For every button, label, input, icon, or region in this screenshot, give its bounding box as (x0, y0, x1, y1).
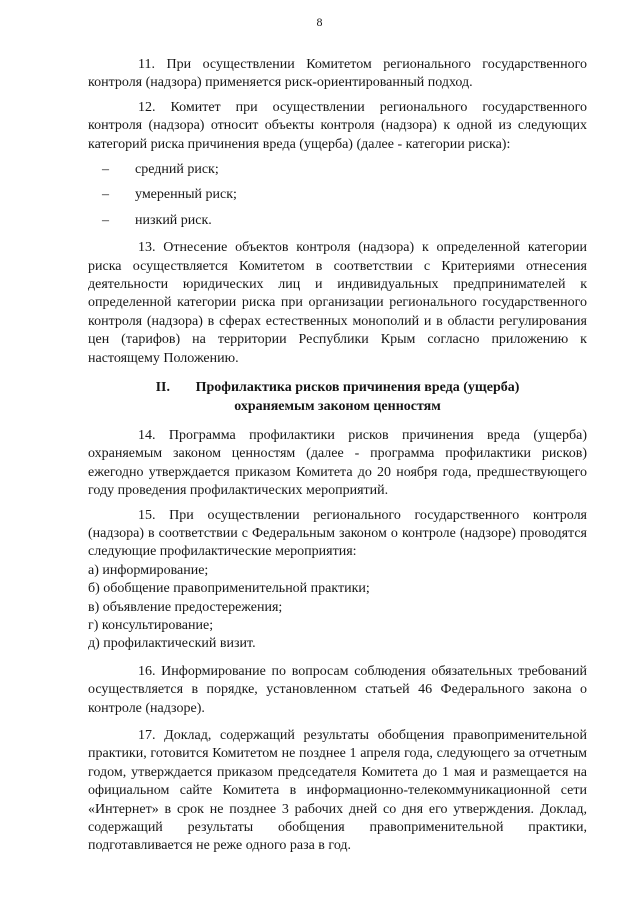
section-heading-line1 (88, 379, 587, 397)
paragraph-11: 11. При осуществлении Комитетом регионального государственного контроля (надзора) применяется риск-ориентированный подход. (88, 57, 587, 91)
document-body (88, 56, 587, 856)
list-item-risk (88, 186, 587, 204)
section-heading (88, 379, 587, 416)
paragraph-14: 14. Программа профилактики рисков причинения вреда (ущерба) охраняемым законом ценностям (далее - программа профилактики рисков) ежегодно утверждается приказом Комитета до 20 ноября года, предшествующего году проведения профилактических мероприятий. (88, 427, 587, 499)
page-number: 8 (316, 15, 323, 29)
list-item-measure: г) консультирование; (88, 617, 214, 633)
paragraph-16: 16. Информирование по вопросам соблюдения обязательных требований осуществляется в порядке, установленном статьей 46 Федерального закона о контроле (надзоре). (88, 663, 587, 716)
section-number: II. (155, 380, 171, 396)
dash-marker: – (102, 162, 109, 178)
dash-marker: – (102, 212, 109, 228)
list-item-measure: а) информирование; (88, 562, 209, 578)
list-item-measure: б) обобщение правоприменительной практики; (88, 581, 370, 597)
list-item-risk (88, 161, 587, 179)
list-item-measure: в) объявление предостережения; (88, 599, 283, 615)
dash-marker: – (102, 187, 109, 203)
list-item-measure: д) профилактический визит. (88, 636, 256, 652)
risk-category-text: низкий риск. (135, 212, 212, 228)
paragraph-15: 15. При осуществлении регионального государственного контроля (надзора) в соответствии с Федеральным законом о контроле (надзоре) проводятся следующие профилактические мероприятия: (88, 507, 587, 560)
section-title-line2: охраняемым законом ценностям (234, 398, 441, 414)
paragraph-17: 17. Доклад, содержащий результаты обобщения правоприменительной практики, готовится Комитетом не позднее 1 апреля года, следующего за отчетным годом, утверждается приказом председателя Комитета до 1 мая и размещается на официальном сайте Комитета в информационно-телекоммуникационной сети «Интернет» в срок не позднее 3 рабочих дней со дня его утверждения. Доклад, содержащий результаты обобщения правоприменительной практики, подготавливается не реже одного раза в год. (88, 728, 587, 854)
list-item-risk (88, 212, 587, 230)
paragraph-13: 13. Отнесение объектов контроля (надзора) к определенной категории риска осуществляется Комитетом в соответствии с Критериями отнесения деятельности юридических лиц и индивидуальных предпринимателей к определенной категории риска при организации регионального государственного контроля (надзора) в сферах естественных монополий и в области регулирования цен (тарифов) на территории Республики Крым согласно приложению к настоящему Положению. (88, 240, 587, 366)
risk-category-text: умеренный риск; (135, 187, 237, 203)
risk-category-text: средний риск; (135, 162, 219, 178)
section-title-line1: Профилактика рисков причинения вреда (ущерба) (195, 380, 520, 396)
paragraph-12: 12. Комитет при осуществлении регионального государственного контроля (надзора) относит объекты контроля (надзора) к одной из следующих категорий риска причинения вреда (ущерба) (далее - категории риска): (88, 99, 587, 152)
